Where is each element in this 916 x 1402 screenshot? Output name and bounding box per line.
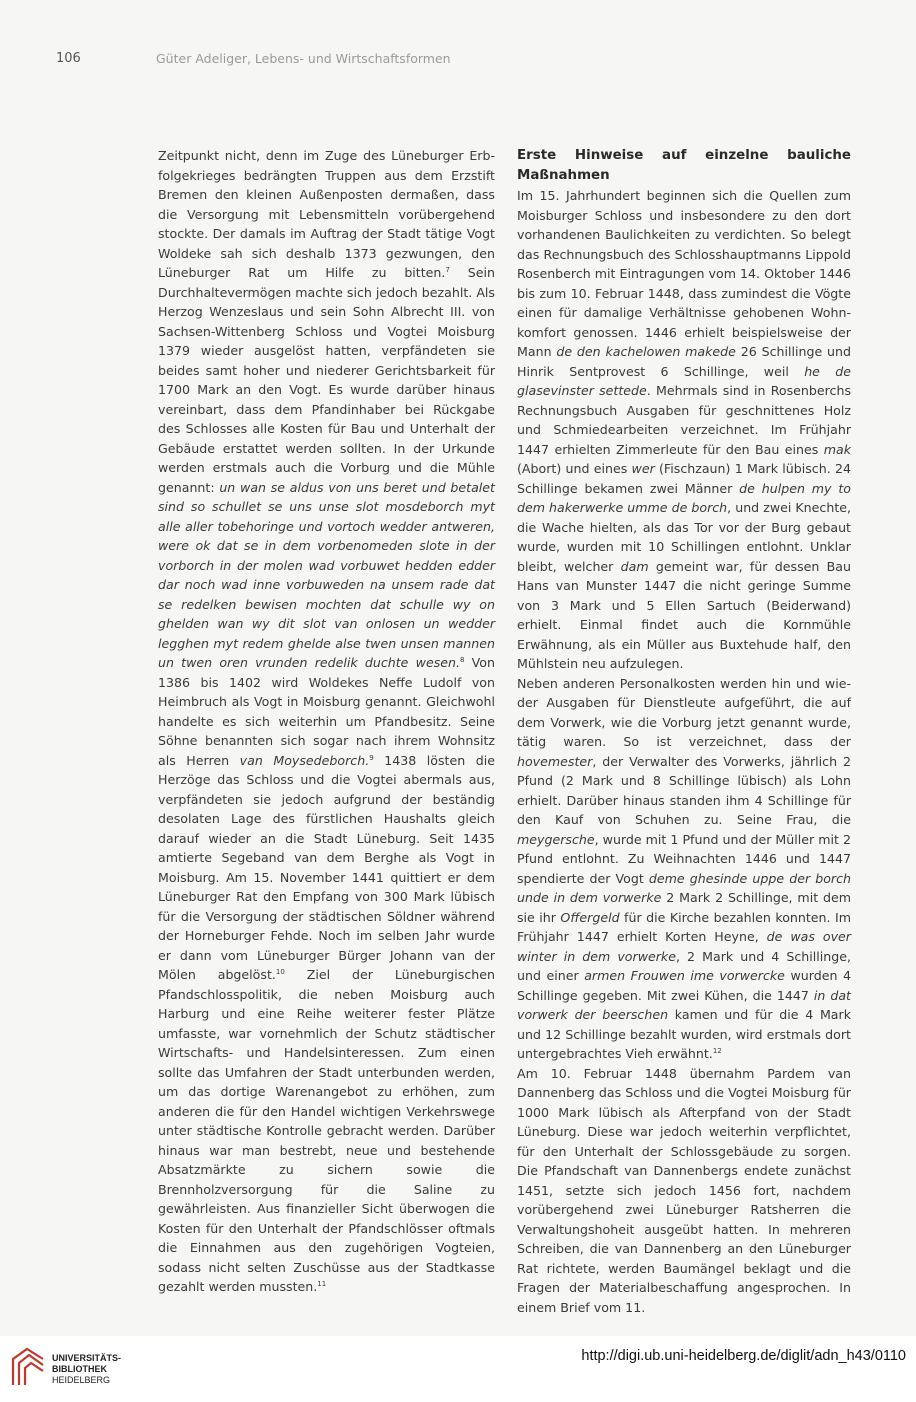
footer-bar bbox=[0, 1336, 916, 1402]
library-name-line-2: BIBLIOTHEK bbox=[52, 1364, 107, 1374]
text-run: Am 10. Februar 1448 übernahm Pardem van Dannenberg das Schloss und die Vogtei Moisburg für 1000 Mark lübisch als Afterpfand von der Stadt Lüneburg. Diese war jedoch weiterhin verpflichtet, für den Unterhalt der Schlossgebäude zu sorgen. Die Pfandschaft van Dannenbergs endete zunächst 1451, setzte sich jedoch 1456 fort, nachdem vorübergehend zwei Lüneburger Ratsherren die Verwaltungshoheit ausgeübt hatten. In mehreren Schreiben, die van Dannenberg an den Lüneburger Rat richtete, werden Baumängel beklagt und die Fragen der Materialbeschaffung angesprochen. In einem Brief vom 11. bbox=[517, 1065, 851, 1315]
library-name-line-1: UNIVERSITÄTS- bbox=[52, 1353, 122, 1363]
italic-quote: armen Frouwen ime vorwercke bbox=[584, 968, 785, 983]
text-run: (Fischzaun) 1 Mark lübisch. 24 Schillinge bekamen zwei Männer bbox=[517, 461, 851, 496]
italic-quote: van Moysedeborch. bbox=[239, 752, 370, 768]
footnote-ref: 10 bbox=[275, 967, 285, 976]
right-column bbox=[517, 146, 851, 1317]
permalink-url[interactable]: http://digi.ub.uni-heidelberg.de/diglit/adn_h43/0110 bbox=[581, 1348, 906, 1364]
italic-quote: hovemester bbox=[517, 753, 593, 769]
text-run: für die Kirche bezahlen konnten. Im Frühjahr 1447 erhielt Korten Heyne, bbox=[517, 909, 851, 944]
right-paragraph-1 bbox=[517, 186, 851, 674]
italic-quote: Offergeld bbox=[560, 909, 620, 925]
running-head: Güter Adeliger, Lebens- und Wirtschaftsformen bbox=[156, 51, 451, 66]
library-name bbox=[52, 1353, 121, 1386]
text-run: , wurde mit 1 Pfund und der Müller mit 2 Pfund entlohnt. Zu Weihnachten 1446 und 1447 spendierte der Vogt bbox=[517, 831, 851, 886]
text-run: gemeint war, für dessen Bau Hans van Munster 1447 die nicht geringe Summe von 3 Mark und 5 Ellen Sartuch (Beiderwand) erhielt. Einmal findet auch die Kornmühle Erwähnung, als ein Müller aus Buxtehude half, den Mühlstein neu aufzulegen. bbox=[517, 558, 852, 671]
text-run: 1438 lösten die Herzöge das Schloss und die Vogtei abermals aus, verpfändeten sie jedoch aufgrund der beständig desolaten Lage des fürstlichen Haushalts gleich darauf wieder an die Stadt Lüneburg. Seit 1435 amtierte Segeband van dem Berghe als Vogt in Moisburg. Am 15. November 1441 quittiert er dem Lüneburger Rat den Empfang von 300 Mark lübisch für die Versorgung der städtischen Söldner während der Horneburger Fehde. Noch im selben Jahr wurde er dann vom Lüneburger Bürger Johann van der Mölen abgelöst. bbox=[158, 752, 495, 982]
text-run: (Abort) und eines bbox=[517, 461, 632, 476]
italic-quote: de hulpen my to dem hakerwerke umme de borch bbox=[517, 480, 851, 515]
page-number: 106 bbox=[56, 51, 81, 66]
text-run: Von 1386 bis 1402 wird Woldekes Neffe Ludolf von Heimbruch als Vogt in Moisburg genannt. Gleichwohl handelte es sich weiterhin um Pfandbesitz. Seine Söhne benannten sich sogar nach ihrem Wohnsitz als Herren bbox=[158, 655, 495, 768]
text-run: 2 Mark 2 Schillinge, mit dem sie ihr bbox=[517, 890, 852, 925]
text-run: , der Verwalter des Vorwerks, jährlich 2 Pfund (2 Mark und 8 Schillinge lübisch) als Lohn erhielt. Darüber hinaus standen ihm 4 Schillinge für den Kauf von Schuhen zu. Seine Frau, die bbox=[517, 753, 851, 827]
footnote-ref: 9 bbox=[369, 753, 374, 762]
italic-quote: in dat vorwerk der beerschen bbox=[517, 987, 851, 1022]
italic-quote: un wan se aldus von uns beret und betalet sind so schullet se uns unse slot mosdeborch myt alle aller tobehoringe und vortoch wedder antweren, were ok dat se in dem vorbenomeden slote in der vorborch in der molen wad vorbuwet hedden edder dar noch wad inne vorbuweden na unsem rade dat se redelken bewisen mochten dat schulle wy on ghelden wan wy dit slot van onlosen un wedder legghen myt redem ghelde alse twen unsen mannen un twen oren vrunden redelik duchte wesen. bbox=[158, 479, 495, 670]
section-title: Erste Hinweise auf einzelne bauliche Maßnahmen bbox=[517, 148, 851, 183]
text-run: Im 15. Jahrhundert beginnen sich die Quellen zum Moisburger Schloss und insbesondere zu den dort vorhandenen Baulichkeiten zu verdichten. So belegt das Rechnungsbuch des Schlosshauptmanns Lippold Rosenberch mit Eintragungen vom 14. Oktober 1446 bis zum 10. Februar 1448, dass zumindest die Vögte einen für damalige Verhältnisse gehobenen Wohnkomfort genossen. 1446 erhielt beispielsweise der Mann bbox=[517, 188, 851, 359]
italic-quote: he de glasevinster settede bbox=[517, 363, 851, 398]
footnote-ref: 11 bbox=[317, 1279, 327, 1288]
text-run: Neben anderen Personalkosten werden hin und wieder Ausgaben für Dienstleute aufgeführt, die auf dem Vorwerk, wie die Vorburg jetzt genannt wurde, tätig waren. So ist verzeichnet, dass der bbox=[517, 675, 851, 749]
text-run: Sein Durchhaltevermögen machte sich jedoch bezahlt. Als Herzog Wenzeslaus und sein Sohn Albrecht III. von Sachsen-Wittenberg Schloss und Vogtei Moisburg 1379 wieder ausgelöst hatten, verpfändeten sie beides samt hoher und niederer Gerichtsbarkeit für 1700 Mark an den Vogt. Es wurde darüber hinaus vereinbart, dass dem Pfandinhaber bei Rückgabe des Schlosses alle Kosten für Bau und Unterhalt der Gebäude erstattet werden sollten. In der Urkunde werden erstmals auch die Vorburg und die Mühle genannt: bbox=[158, 265, 495, 495]
text-run: , und zwei Knechte, die Wache hielten, als das Tor vor der Burg gebaut wurde, wurden mit 10 Schillingen entlohnt. Unklar bleibt, welcher bbox=[517, 500, 852, 574]
italic-quote: dam bbox=[620, 558, 649, 574]
text-run: wurden 4 Schillinge gegeben. Mit zwei Kühen, die 1447 bbox=[517, 968, 852, 1003]
text-run: , 2 Mark und 4 Schillinge, und einer bbox=[517, 948, 851, 983]
right-paragraph-3 bbox=[517, 1064, 851, 1318]
italic-quote: mak bbox=[823, 441, 851, 457]
left-column bbox=[158, 146, 495, 1297]
italic-quote: de was over winter in dem vorwerke bbox=[517, 929, 851, 964]
italic-quote: deme ghesinde uppe der borch unde in dem vorwerke bbox=[517, 870, 852, 905]
left-paragraph-1 bbox=[158, 146, 495, 1297]
ub-heidelberg-logo-icon bbox=[10, 1345, 46, 1387]
italic-quote: wer bbox=[631, 461, 655, 476]
right-paragraph-2 bbox=[517, 674, 851, 1064]
italic-quote: meygersche bbox=[517, 831, 595, 847]
library-name-line-3: HEIDELBERG bbox=[52, 1375, 111, 1385]
italic-quote: de den kachelowen makede bbox=[556, 344, 736, 359]
text-run: Ziel der Lüneburgischen Pfandschlosspolitik, die neben Moisburg auch Harburg und eine Reihe weiterer fester Plätze umfasste, war vornehmlich der Schutz städtischer Wirtschafts- und Handelsinteressen. Zum einen sollte das Umfahren der Stadt unterbunden werden, um das dortige Warenangebot zu erhöhen, zum anderen die für den Handel wichtigen Verkehrswege unter städtische Kontrolle gebracht werden. Darüber hinaus war man bestrebt, neue und bestehende Absatzmärkte zu sichern sowie die Brennholzversorgung für die Saline zu gewährleisten. Aus finanzieller Sicht überwogen die Kosten für den Unterhalt der Pfandschlösser oftmals die Einnahmen aus den zugehörigen Vogteien, sodass nicht selten Zuschüsse aus der Stadtkasse gezahlt werden mussten. bbox=[158, 967, 495, 1294]
text-run: 26 Schillinge und Hinrik Sentprovest 6 Schillinge, weil bbox=[517, 344, 851, 379]
footnote-ref: 8 bbox=[459, 655, 465, 664]
text-run: . Mehrmals sind in Rosenberchs Rechnungsbuch Ausgaben für geschnittenes Holz und Schmiedearbeiten verzeichnet. Im Frühjahr 1447 erhielten Zimmerleute für den Bau eines bbox=[517, 383, 851, 457]
text-run: kamen und für die 4 Mark und 12 Schillinge bezahlt wurden, wird erstmals dort untergebrachtes Vieh erwähnt. bbox=[517, 1007, 851, 1061]
footnote-ref: 7 bbox=[445, 265, 450, 274]
footnote-ref: 12 bbox=[712, 1046, 722, 1055]
text-run: Zeitpunkt nicht, denn im Zuge des Lüneburger Erbfolgekrieges bedrängten Truppen aus dem Erzstift Bremen den kleinen Außenposten dermaßen, dass die Versorgung mit Lebensmitteln vorübergehend stockte. Der damals im Auftrag der Stadt tätige Vogt Woldeke sah sich deshalb 1373 gezwungen, den Lüneburger Rat um Hilfe zu bitten. bbox=[158, 148, 495, 280]
